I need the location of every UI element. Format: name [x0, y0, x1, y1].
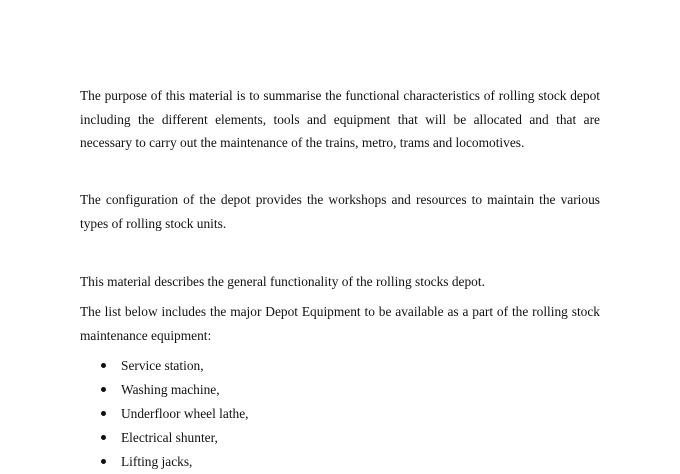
- list-item: [80, 450, 600, 474]
- paragraph-functionality: This material describes the general functionality of the rolling stocks depot.: [80, 274, 485, 289]
- paragraph-configuration: The configuration of the depot provides the workshops and resources to maintain the various types of rolling stock units.: [80, 192, 600, 231]
- bullet-icon: [101, 363, 106, 368]
- list-item-text: Service station,: [121, 358, 204, 373]
- bullet-icon: [101, 435, 106, 440]
- paragraph-purpose: The purpose of this material is to summarise the functional characteristics of rolling stock depot including the different elements, tools and equipment that will be allocated and that are necessary to carry out the maintenance of the trains, metro, trams and locomotives.: [80, 88, 600, 150]
- bullet-icon: [101, 387, 106, 392]
- list-item-text: Underfloor wheel lathe,: [121, 406, 249, 421]
- list-item: [80, 354, 600, 378]
- list-item-text: Electrical shunter,: [121, 430, 218, 445]
- paragraph-list-intro: The list below includes the major Depot Equipment to be available as a part of the rolling stock maintenance equipment:: [80, 304, 600, 343]
- list-item-text: Lifting jacks,: [121, 454, 193, 469]
- list-item: [80, 426, 600, 450]
- list-item-text: Washing machine,: [121, 382, 220, 397]
- equipment-list: [80, 354, 600, 474]
- list-item: [80, 378, 600, 402]
- list-item: [80, 402, 600, 426]
- bullet-icon: [101, 459, 106, 464]
- bullet-icon: [101, 411, 106, 416]
